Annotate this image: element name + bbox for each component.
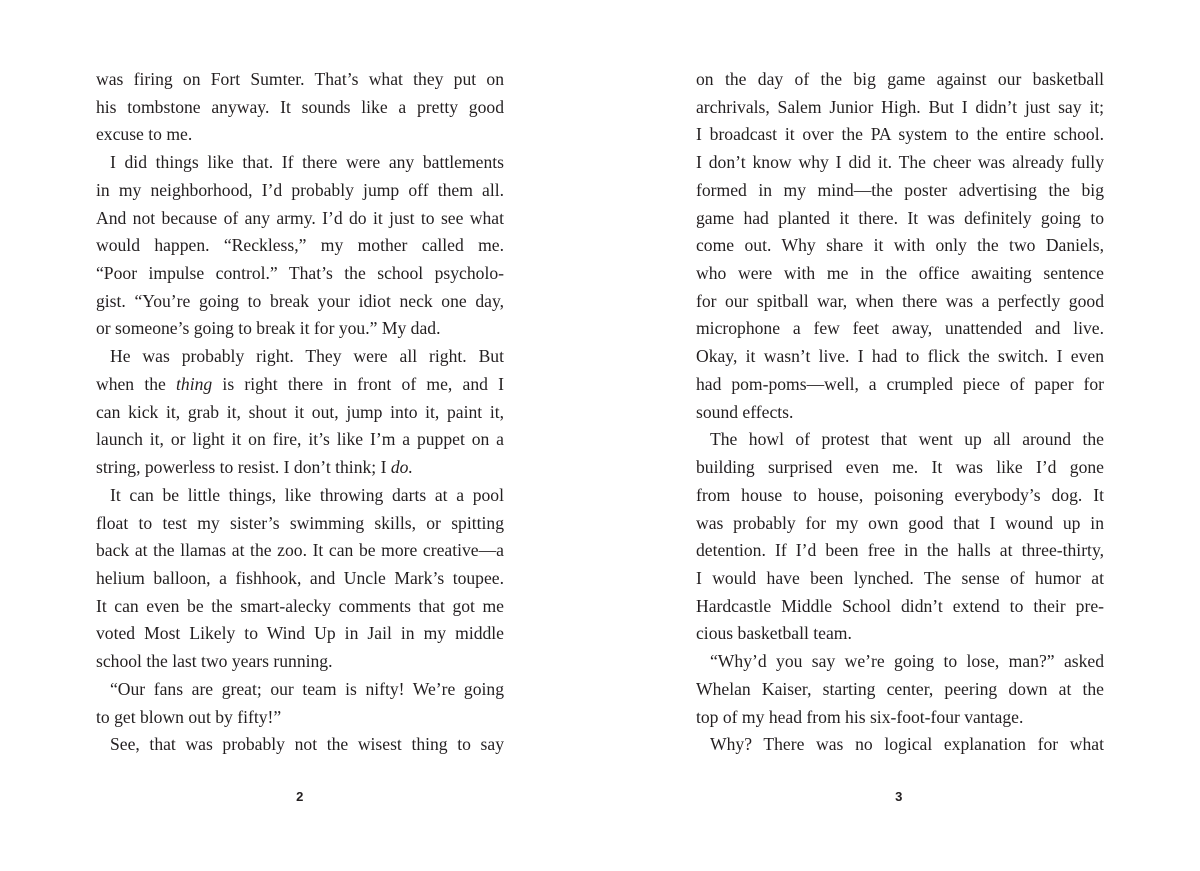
text-line: He was probably right. They were all right. But <box>110 346 504 367</box>
text-line: I broadcast it over the PA system to the entire school. <box>696 124 1104 145</box>
text-line: from house to house, poisoning everybody’s dog. It <box>696 484 1104 505</box>
text-line: “Our fans are great; our team is nifty! We’re going <box>110 678 504 699</box>
page-number-right: 3 <box>895 789 903 804</box>
text-line: for our spitball war, when there was a perfectly good <box>696 290 1104 311</box>
text-line: to get blown out by fifty!” <box>96 706 282 727</box>
text-line: come out. Why share it with only the two Daniels, <box>696 235 1104 256</box>
text-line: or someone’s going to break it for you.” My dad. <box>96 318 441 339</box>
text-line: helium balloon, a fishhook, and Uncle Mark’s toupee. <box>96 567 504 588</box>
text-line: formed in my mind—the poster advertising the big <box>696 179 1104 200</box>
text-line: school the last two years running. <box>96 651 333 672</box>
text-line: back at the llamas at the zoo. It can be more creative—a <box>96 540 504 561</box>
text-line: had pom-poms—well, a crumpled piece of paper for <box>696 373 1104 394</box>
text-line: gist. “You’re going to break your idiot neck one day, <box>96 290 504 311</box>
text-line: sound effects. <box>696 401 794 422</box>
text-line-with-italic: when the thing is right there in front of me, and I <box>96 373 505 394</box>
text-line-with-italic: string, powerless to resist. I don’t think; I do. <box>96 457 413 478</box>
text-line: float to test my sister’s swimming skills, or spitting <box>96 512 504 533</box>
text-line: microphone a few feet away, unattended and live. <box>696 318 1104 339</box>
text-line: Hardcastle Middle School didn’t extend to their pre- <box>696 595 1104 616</box>
text-line: detention. If I’d been free in the halls at three-thirty, <box>696 540 1104 561</box>
text-line: voted Most Likely to Wind Up in Jail in my middle <box>96 623 504 644</box>
text-line: his tombstone anyway. It sounds like a pretty good <box>96 96 504 117</box>
text-line: “Why’d you say we’re going to lose, man?” asked <box>710 651 1104 672</box>
text-line: game had planted it there. It was definitely going to <box>696 207 1104 228</box>
text-line: I did things like that. If there were any battlements <box>110 152 504 173</box>
text-line: excuse to me. <box>96 124 193 145</box>
text-line: who were with me in the office awaiting sentence <box>696 263 1104 284</box>
text-line: in my neighborhood, I’d probably jump off them all. <box>96 179 504 200</box>
text-line: Okay, it wasn’t live. I had to flick the switch. I even <box>696 346 1104 367</box>
text-line: The howl of protest that went up all around the <box>710 429 1104 450</box>
text-line: was probably for my own good that I wound up in <box>696 512 1104 533</box>
left-page-text <box>96 66 504 759</box>
text-line: “Poor impulse control.” That’s the school psycholo- <box>96 263 504 284</box>
text-line: It can be little things, like throwing darts at a pool <box>110 484 504 505</box>
page-number-left: 2 <box>296 789 304 804</box>
text-line: would happen. “Reckless,” my mother called me. <box>96 235 504 256</box>
text-line: launch it, or light it on fire, it’s like I’m a puppet on a <box>96 429 504 450</box>
text-line: I don’t know why I did it. The cheer was already fully <box>696 152 1104 173</box>
text-line: archrivals, Salem Junior High. But I didn’t just say it; <box>696 96 1104 117</box>
text-line: top of my head from his six-foot-four vantage. <box>696 706 1024 727</box>
text-line: was firing on Fort Sumter. That’s what they put on <box>96 69 504 89</box>
text-line: Whelan Kaiser, starting center, peering down at the <box>696 678 1104 699</box>
text-line: I would have been lynched. The sense of humor at <box>696 567 1104 588</box>
right-page-text <box>696 66 1104 759</box>
text-line: on the day of the big game against our basketball <box>696 69 1104 89</box>
text-line: Why? There was no logical explanation for what <box>710 734 1104 755</box>
text-line: And not because of any army. I’d do it just to see what <box>96 207 504 228</box>
text-line: It can even be the smart-alecky comments that got me <box>96 595 504 616</box>
text-line: cious basketball team. <box>696 623 852 644</box>
text-line: See, that was probably not the wisest thing to say <box>110 734 504 755</box>
text-line: can kick it, grab it, shout it out, jump into it, paint it, <box>96 401 504 422</box>
text-line: building surprised even me. It was like I’d gone <box>696 457 1104 478</box>
